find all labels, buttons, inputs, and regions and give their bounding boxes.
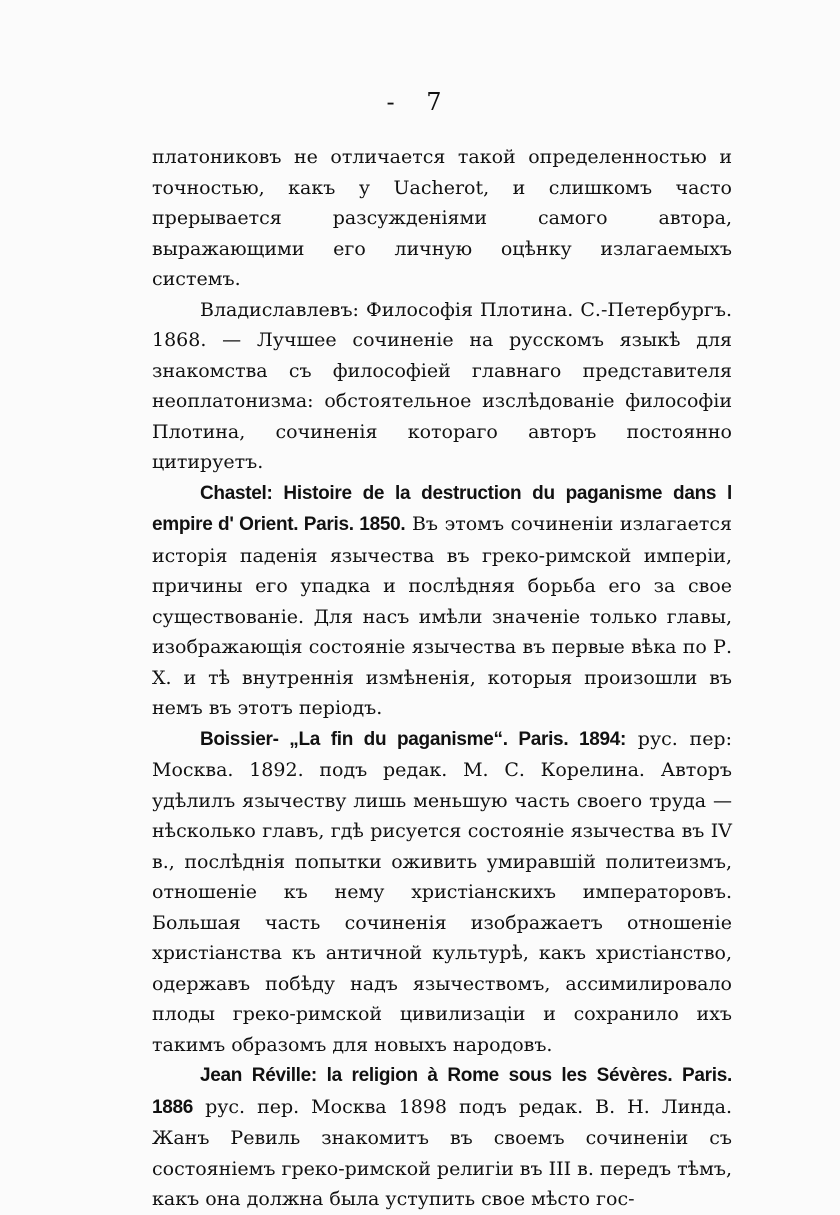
- bibliography-title: Boissier- „La fin du paganisme“. Paris. 1894:: [200, 728, 627, 750]
- paragraph-text: рус. пер: Москва. 1892. подъ редак. М. С. Корелина. Авторъ удѣлилъ язычеству лишь меньшую часть своего труда — нѣсколько главъ, гдѣ рисуется состоянiе язычества въ IV в., послѣднiя попытки оживить умиравшiй политеизмъ, отношенiе къ нему христiанскихъ императоровъ. Большая часть сочиненiя изображаетъ отношенiе христiанства къ античной культурѣ, какъ христiанство, одержавъ побѣду надъ язычествомъ, ассимилировало плоды греко-римской цивилизацiи и сохранило ихъ такимъ образомъ для новыхъ народовъ.: [152, 727, 732, 1056]
- paragraph-vladislavlev: [152, 295, 732, 478]
- bibliography-title: Chastel: Histoire de la destruction du paganisme dans l empire d' Orient. Paris. 1850.: [152, 482, 732, 535]
- bibliography-title: Владиславлевъ: Философія Плотина. С.-Петербургъ. 1868.: [152, 298, 732, 351]
- paragraph-text: рус. пер. Москва 1898 подъ редак. В. Н. Линда. Жанъ Ревиль знакомитъ въ своемъ сочиненiи съ состоянiемъ греко-римской религiи въ III в. передъ тѣмъ, какъ она должна была уступить свое мѣсто гос-: [152, 1095, 732, 1210]
- page-number: - 7: [386, 88, 454, 116]
- paragraph-chastel: [152, 478, 732, 724]
- paragraph-text: Въ этомъ сочиненiи излагается исторiя паденiя язычества въ греко-римской имперiи, причины его упадка и послѣдняя борьба его за свое существованiе. Для насъ имѣли значенiе только главы, изображающiя состоянiе язычества въ первые вѣка по Р. Х. и тѣ внутреннiя измѣненiя, которыя произошли въ немъ въ этотъ перiодъ.: [152, 513, 732, 719]
- paragraph-text: — Лучшее сочиненiе на русскомъ языкѣ для знакомства съ философiей главнаго представителя неоплатонизма: обстоятельное изслѣдованiе философiи Плотина, сочиненiя котораго авторъ постоянно цитируетъ.: [152, 329, 732, 473]
- paragraph-reville: [152, 1060, 732, 1215]
- paragraph-text: платониковъ не отличается такой определенностью и точностью, какъ у Uacherot, и слишкомъ часто прерывается разсужденiями самого автора, выражающими его личную оцѣнку излагаемыхъ системъ.: [152, 146, 732, 290]
- bibliography-title: Jean Réville: la religion à Rome sous les Sévères. Paris. 1886: [152, 1065, 732, 1118]
- paragraph-boissier: [152, 724, 732, 1061]
- paragraph-continuation: [152, 142, 732, 295]
- body-text: [152, 142, 732, 1215]
